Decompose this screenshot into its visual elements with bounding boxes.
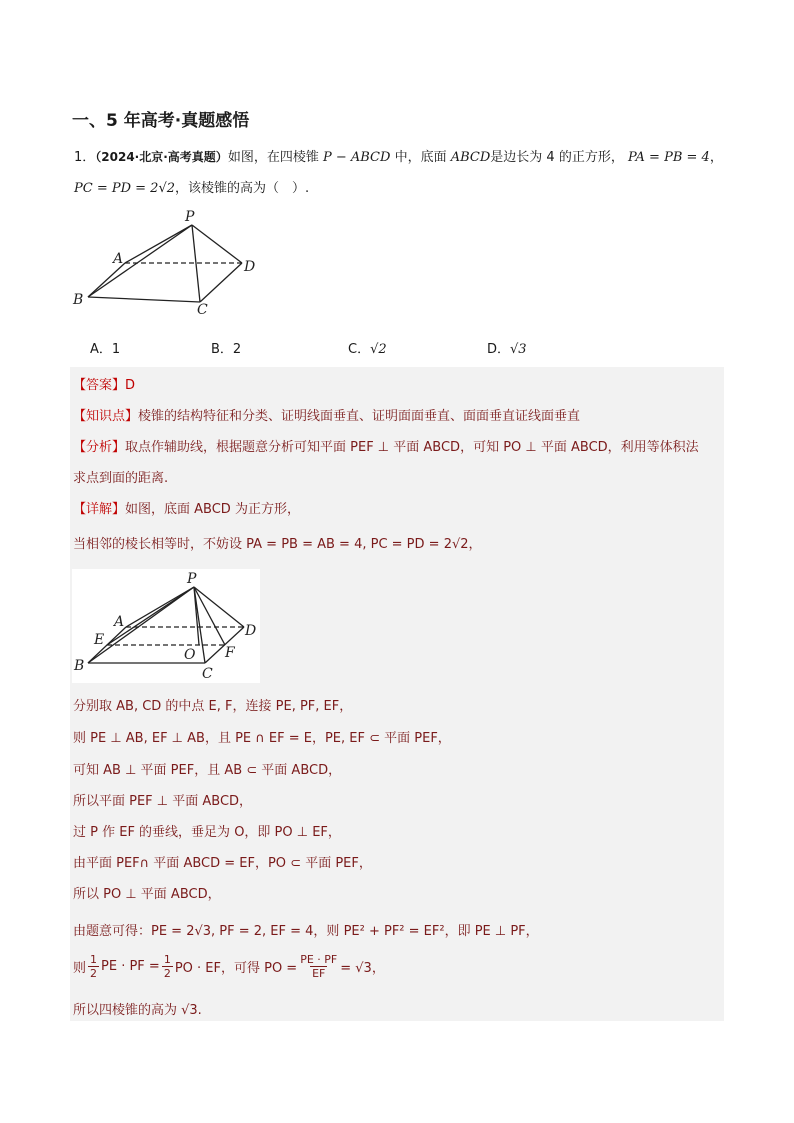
detail-line-9: 所以 PO ⊥ 平面 ABCD， [73, 887, 221, 902]
option-b[interactable] [211, 338, 241, 357]
question-source: （2024·北京·高考真题） [95, 150, 228, 164]
detail-text: PE · PF = [101, 959, 160, 974]
option-value: √2 [370, 342, 387, 357]
knowledge-text: 棱锥的结构特征和分类、证明线面垂直、证明面面垂直、面面垂直证线面垂直 [138, 409, 581, 424]
fraction-denominator: 2 [90, 967, 98, 980]
option-value: 1 [111, 342, 121, 357]
question-number: 1． [74, 150, 96, 165]
fraction-denominator: 2 [163, 967, 171, 980]
pyramid-figure-with-auxiliary-lines [72, 569, 260, 683]
detail-line-7: 过 P 作 EF 的垂线，垂足为 O，即 PO ⊥ EF， [73, 825, 341, 840]
detail-text: 如图，底面 ABCD 为正方形， [125, 502, 300, 517]
analysis-tag: 【分析】 [73, 440, 126, 455]
detail-line-11 [73, 953, 385, 980]
section-title: 一、5 年高考·真题感悟 [72, 111, 250, 131]
fraction-half [162, 953, 173, 980]
option-c[interactable] [348, 338, 387, 357]
vertex-label-p: P [185, 209, 195, 225]
detail-line-12: 所以四棱锥的高为 √3. [73, 1003, 202, 1018]
detail-line-2: 当相邻的棱长相等时，不妨设 PA = PB = AB = 4, PC = PD = 2√2， [73, 537, 482, 552]
detail-text: = √3， [340, 961, 385, 976]
detail-text: 则 [73, 961, 87, 976]
option-label: D． [487, 342, 511, 357]
vertex-label-c: C [197, 302, 208, 318]
vertex-label-d: D [245, 623, 257, 639]
point-label-f: F [225, 645, 235, 661]
vertex-label-a: A [113, 251, 124, 267]
option-value: 2 [232, 342, 242, 357]
fraction-numerator: 1 [163, 953, 171, 966]
analysis-line-1 [73, 436, 699, 455]
fraction-half [88, 953, 99, 980]
vertex-label-p: P [187, 571, 197, 587]
option-label: B． [211, 342, 233, 357]
fraction-denominator: EF [312, 967, 326, 980]
math-expr: ABCD [450, 150, 491, 165]
fraction-po [300, 953, 337, 980]
option-label: C． [348, 342, 371, 357]
analysis-line-2: 求点到面的距离. [73, 471, 169, 486]
question-text: ，该棱锥的高为（ ）. [175, 181, 310, 196]
knowledge-line [73, 405, 580, 424]
detail-tag: 【详解】 [73, 502, 126, 517]
question-line-2 [74, 177, 309, 196]
answer-tag: 【答案】 [73, 378, 126, 393]
option-d[interactable] [487, 338, 527, 357]
point-label-o: O [184, 647, 196, 663]
vertex-label-c: C [202, 666, 213, 682]
question-text: 如图，在四棱锥 [227, 150, 319, 165]
detail-line-5: 可知 AB ⊥ 平面 PEF，且 AB ⊂ 平面 ABCD， [73, 763, 342, 778]
vertex-label-d: D [244, 259, 256, 275]
vertex-label-b: B [74, 658, 85, 674]
vertex-label-a: A [114, 614, 125, 630]
option-value: √3 [510, 342, 527, 357]
detail-line-3: 分别取 AB, CD 的中点 E, F，连接 PE, PF, EF， [73, 699, 353, 714]
question-text: ， [709, 150, 723, 165]
fraction-numerator: PE · PF [300, 953, 338, 966]
knowledge-tag: 【知识点】 [73, 409, 139, 424]
detail-line-10: 由题意可得：PE = 2√3, PF = 2, EF = 4，则 PE² + PF² = EF²，即 PE ⊥ PF， [73, 924, 539, 939]
detail-line-1 [73, 498, 300, 517]
answer-value: D [125, 378, 136, 393]
question-text: 中，底面 [394, 150, 447, 165]
math-expr: PA = PB = 4 [627, 150, 710, 165]
question-text: 是边长为 4 的正方形， [490, 150, 624, 165]
point-label-e: E [94, 632, 105, 648]
option-label: A． [90, 342, 112, 357]
analysis-text: 取点作辅助线，根据题意分析可知平面 PEF ⊥ 平面 ABCD，可知 PO ⊥ 平面 ABCD，利用等体积法 [125, 440, 699, 455]
fraction-numerator: 1 [90, 953, 98, 966]
vertex-label-b: B [73, 292, 84, 308]
question-line-1 [74, 146, 723, 165]
math-expr: PC = PD = 2√2 [74, 181, 176, 196]
answer-line [73, 374, 135, 393]
math-expr: P − ABCD [322, 150, 391, 165]
detail-text: PO · EF，可得 PO = [174, 961, 298, 976]
pyramid-figure [70, 205, 270, 320]
detail-line-8: 由平面 PEF∩ 平面 ABCD = EF，PO ⊂ 平面 PEF， [73, 856, 372, 871]
option-a[interactable] [90, 338, 120, 357]
detail-line-4: 则 PE ⊥ AB, EF ⊥ AB，且 PE ∩ EF = E，PE, EF ⊂ 平面 PEF， [73, 731, 451, 746]
detail-line-6: 所以平面 PEF ⊥ 平面 ABCD， [73, 794, 253, 809]
